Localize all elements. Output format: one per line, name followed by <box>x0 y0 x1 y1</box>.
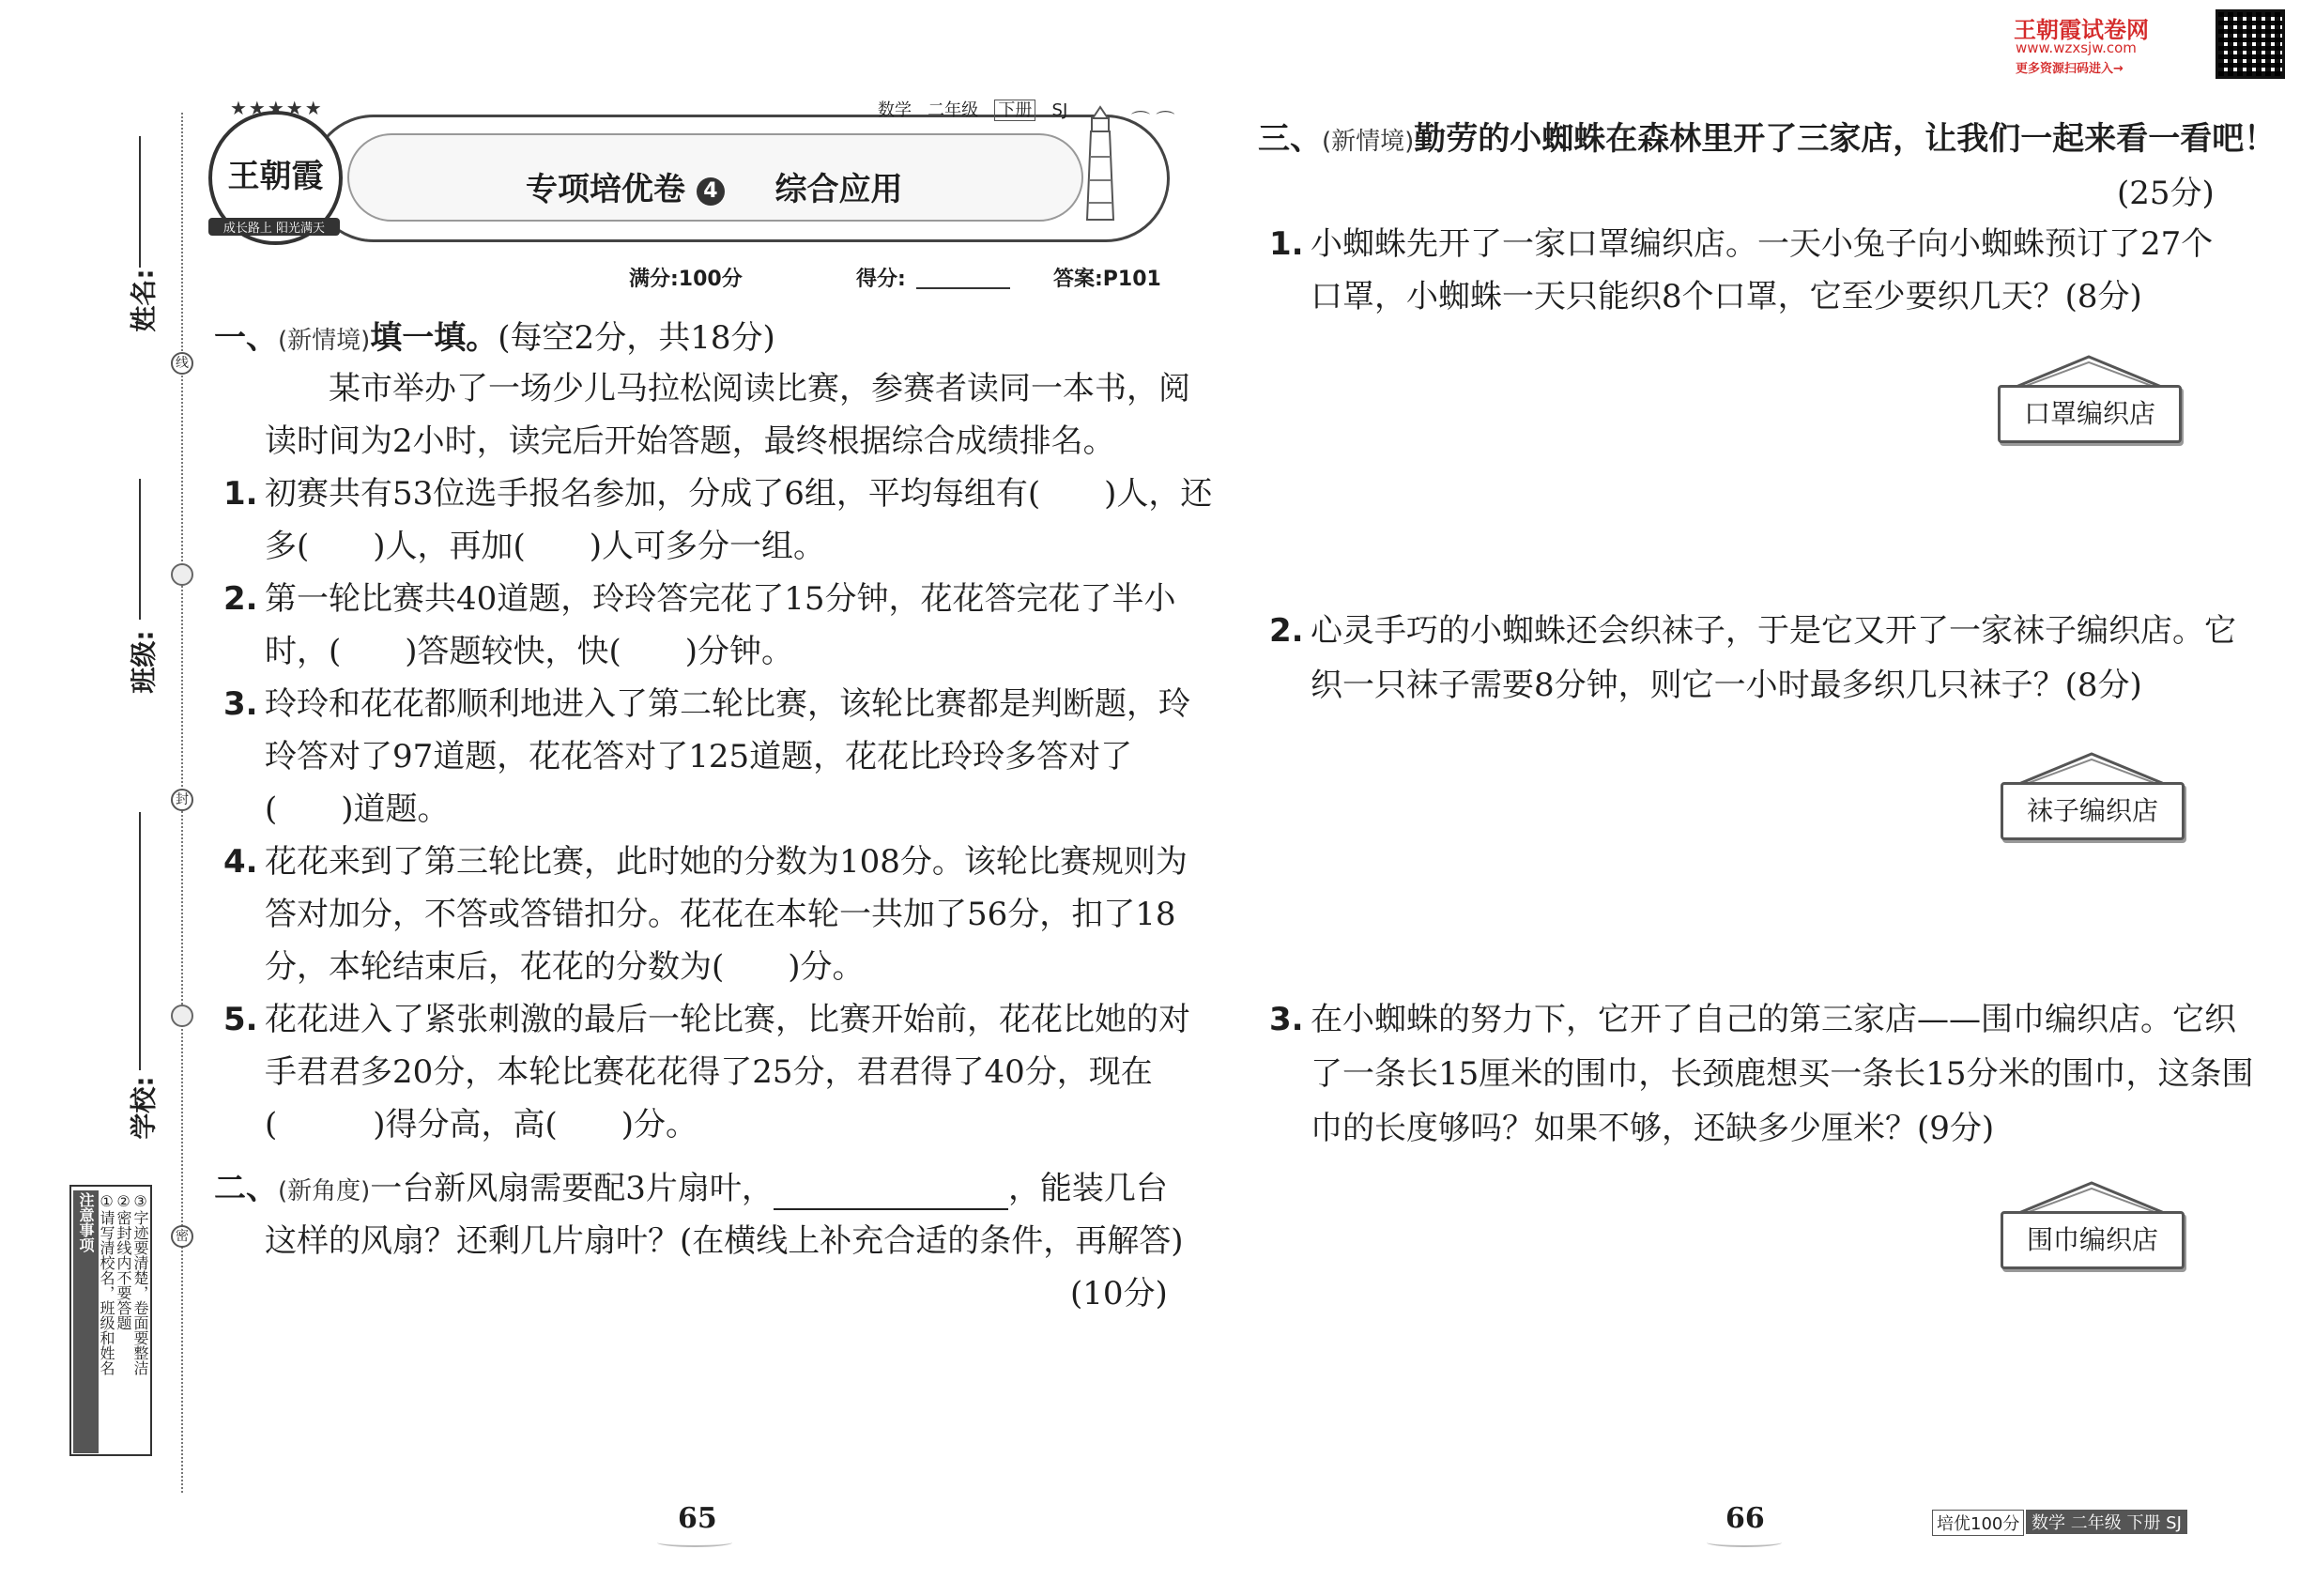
question-line: 心灵手巧的小蜘蛛还会织袜子，于是它又开了一家袜子编织店。它 <box>1311 612 2236 650</box>
meta-row <box>878 97 1067 121</box>
ring-icon <box>171 1005 193 1027</box>
class-label: 班级: <box>128 630 160 694</box>
section2-line1 <box>214 1170 1168 1210</box>
meta-volume: 下册 <box>994 100 1035 121</box>
section2-tag: (新角度) <box>278 1177 371 1205</box>
brand-slogan: 更多资源扫码进入→ <box>2016 62 2124 76</box>
question-number: 3. <box>1269 1001 1304 1038</box>
title-text: 专项培优卷 <box>526 171 685 208</box>
section3-prefix: 三、 <box>1258 120 1322 158</box>
shop-sign-socks: 袜子编织店 <box>2001 782 2185 840</box>
section1-intro-line: 读时间为2小时，读完后开始答题，最终根据综合成绩排名。 <box>265 422 1115 460</box>
stars-icon: ★★★★★ <box>230 97 324 119</box>
school-write-line[interactable] <box>139 812 141 1070</box>
cut-mark-line: 线 <box>171 352 193 375</box>
question-line: 手君君多20分，本轮比赛花花得了25分，君君得了40分，现在 <box>265 1053 1153 1091</box>
question-line: 花花进入了紧张刺激的最后一轮比赛，比赛开始前，花花比她的对 <box>265 1001 1190 1038</box>
question-line: 花花来到了第三轮比赛，此时她的分数为108分。该轮比赛规则为 <box>265 843 1188 881</box>
notes-item: ②密封线内不要答题 <box>115 1192 132 1330</box>
name-write-line[interactable] <box>139 136 141 268</box>
qr-code-icon[interactable] <box>2216 9 2285 79</box>
question-number: 4. <box>223 843 258 881</box>
question-line: 在小蜘蛛的努力下，它开了自己的第三家店——围巾编织店。它织 <box>1311 1001 2236 1038</box>
name-label: 姓名: <box>128 269 160 332</box>
question-line: 初赛共有53位选手报名参加，分成了6组，平均每组有( )人，还 <box>265 475 1213 513</box>
brand-url: www.wzxsjw.com <box>2016 39 2137 56</box>
question-line: 了一条长15厘米的围巾，长颈鹿想买一条长15分米的围巾，这条围 <box>1311 1055 2254 1093</box>
question-line: 口罩，小蜘蛛一天只能织8个口罩，它至少要织几天？(8分) <box>1311 278 2142 315</box>
notes-title: 注意事项 <box>73 1190 99 1453</box>
section2-prefix: 二、 <box>214 1170 278 1207</box>
lighthouse-icon <box>1081 105 1119 223</box>
question-line: ( )得分高，高( )分。 <box>265 1106 698 1143</box>
question-line: 巾的长度够吗？如果不够，还缺多少厘米？(9分) <box>1311 1110 1995 1147</box>
brand-name: 王朝霞试卷网 <box>2014 17 2149 43</box>
section3-score: (25分) <box>2117 175 2215 212</box>
bird-icon: ⌒ ⌒ <box>1131 109 1175 131</box>
question-number: 2. <box>1269 612 1304 650</box>
section3-tag: (新情境) <box>1322 128 1415 156</box>
page-title <box>526 163 903 209</box>
cut-mark-seal: 封 <box>171 789 193 811</box>
page-number-left: 65 <box>678 1502 717 1535</box>
section3-heading <box>1258 120 2276 161</box>
section2-line2: 这样的风扇？还剩几片扇叶？(在横线上补充合适的条件，再解答) <box>265 1222 1184 1260</box>
question-number: 1. <box>1269 225 1304 263</box>
class-write-line[interactable] <box>139 479 141 620</box>
question-line: 分，本轮结束后，花花的分数为( )分。 <box>265 948 865 986</box>
notes-item: ①请写清校名，班级和姓名 <box>98 1192 115 1375</box>
question-line: 织一只袜子需要8分钟，则它一小时最多织几只袜子？(8分) <box>1311 667 2142 704</box>
question-line: 第一轮比赛共40道题，玲玲答完花了15分钟，花花答完花了半小 <box>265 580 1176 618</box>
question-number: 2. <box>223 580 258 618</box>
section1-heading <box>214 319 775 360</box>
meta-subject: 数学 <box>878 100 912 120</box>
section1-tag: (新情境) <box>278 327 371 355</box>
meta-edition: SJ <box>1051 100 1068 120</box>
shop-sign-scarf: 围巾编织店 <box>2001 1211 2185 1269</box>
score-label: 得分: <box>856 268 906 291</box>
ring-icon <box>171 563 193 586</box>
page-swash <box>1707 1538 1782 1547</box>
cut-mark-secret: 密 <box>171 1225 193 1248</box>
question-line: 答对加分，不答或答错扣分。花花在本轮一共加了56分，扣了18 <box>265 896 1176 933</box>
title-number-badge: 4 <box>697 177 725 206</box>
answer-ref: 答案:P101 <box>1053 268 1161 291</box>
footer-series: 培优100分 <box>1932 1510 2024 1536</box>
section2-text-a: 一台新风扇需要配3片扇叶， <box>370 1170 774 1207</box>
notes-item: ③字迹要清楚，卷面要整洁 <box>131 1192 149 1375</box>
score-field[interactable] <box>916 287 1010 289</box>
section2-text-b: ，能装几台 <box>1007 1170 1168 1207</box>
condition-blank-input[interactable] <box>774 1180 1008 1210</box>
section1-prefix: 一、 <box>214 319 278 357</box>
badge-motto: 成长路上 阳光满天 <box>208 218 340 236</box>
badge-name: 王朝霞 <box>227 158 324 195</box>
page-number-right: 66 <box>1725 1502 1765 1535</box>
page-swash <box>657 1538 732 1547</box>
school-label: 学校: <box>128 1076 160 1140</box>
footer-meta: 数学 二年级 下册 SJ <box>2026 1510 2187 1534</box>
meta-grade: 二年级 <box>928 100 979 120</box>
question-line: 多( )人，再加( )人可多分一组。 <box>265 528 826 565</box>
section1-title: 填一填。 <box>370 319 498 357</box>
section3-title: 勤劳的小蜘蛛在森林里开了三家店，让我们一起来看一看吧！ <box>1414 120 2277 158</box>
question-number: 3. <box>223 685 258 723</box>
section2-score: (10分) <box>1070 1275 1168 1312</box>
question-line: 小蜘蛛先开了一家口罩编织店。一天小兔子向小蜘蛛预订了27个 <box>1311 225 2214 263</box>
question-number: 5. <box>223 1001 258 1038</box>
section1-score: (每空2分，共18分) <box>498 319 775 357</box>
shop-sign-mask: 口罩编织店 <box>1998 385 2182 443</box>
question-line: 玲答对了97道题，花花答对了125道题，花花比玲玲多答对了 <box>265 738 1133 775</box>
question-number: 1. <box>223 475 258 513</box>
full-score: 满分:100分 <box>629 268 743 291</box>
question-line: 玲玲和花花都顺利地进入了第二轮比赛，该轮比赛都是判断题，玲 <box>265 685 1190 723</box>
title-topic: 综合应用 <box>774 171 903 208</box>
question-line: 时，( )答题较快，快( )分钟。 <box>265 633 794 670</box>
section1-intro-line: 某市举办了一场少儿马拉松阅读比赛，参赛者读同一本书，阅 <box>329 370 1190 407</box>
question-line: ( )道题。 <box>265 790 450 828</box>
notes-box <box>69 1185 152 1456</box>
